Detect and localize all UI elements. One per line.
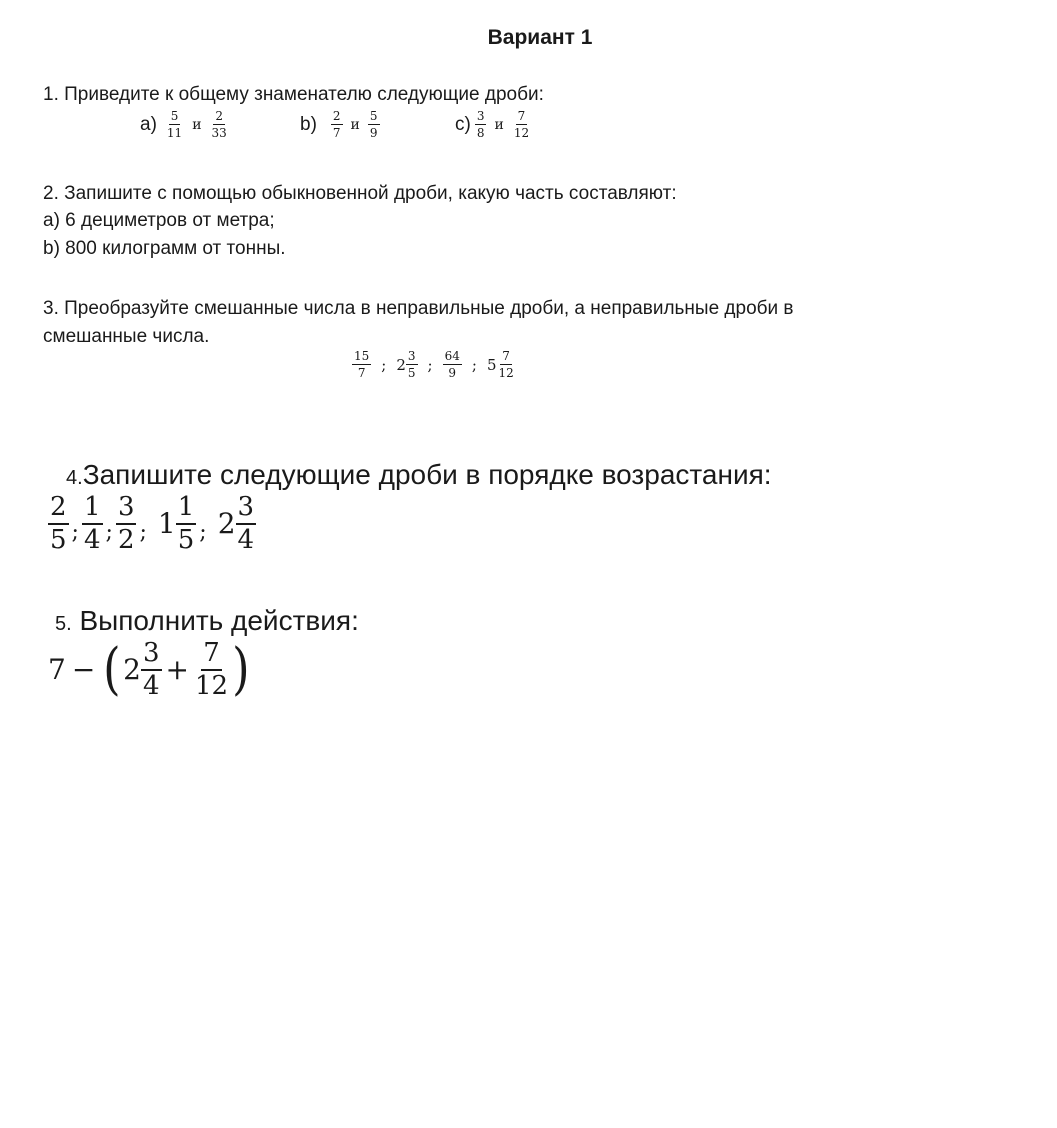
- fraction: $\frac{64}{9}$: [444, 349, 460, 380]
- whole-part: 1: [157, 507, 176, 540]
- fraction: $\frac{1}{4}$: [83, 492, 101, 555]
- task5-heading: [55, 605, 359, 637]
- plus-sign: +: [165, 653, 189, 686]
- separator: ;: [427, 355, 433, 374]
- whole-part: 2: [217, 507, 236, 540]
- separator: ;: [199, 520, 207, 545]
- fraction: $\frac{2}{5}$: [50, 492, 67, 555]
- fraction: $\frac{1}{5}$: [177, 492, 195, 555]
- fraction: $\frac{3}{4}$: [237, 492, 255, 555]
- task4-fractions: [48, 494, 256, 553]
- fraction: $\frac{3}{8}$: [476, 109, 485, 140]
- whole-part: 2: [396, 355, 406, 374]
- separator: ;: [71, 520, 79, 545]
- task2-a: а) 6 дециметров от метра;: [43, 210, 275, 231]
- right-paren: ): [232, 636, 250, 702]
- fraction: $\frac{7}{12}$: [513, 109, 530, 140]
- task4-heading: [66, 459, 772, 491]
- fraction: $\frac{15}{7}$: [354, 349, 370, 380]
- task4-text: Запишите следующие дроби в порядке возрастания:: [82, 459, 772, 490]
- separator: ;: [381, 355, 387, 374]
- task2-text: 2. Запишите с помощью обыкновенной дроби, какую часть составляют:: [43, 183, 677, 204]
- fraction: $\frac{2}{7}$: [332, 109, 341, 140]
- separator: ;: [105, 520, 113, 545]
- task1-item-b: [300, 110, 380, 139]
- task5-text: Выполнить действия:: [79, 605, 359, 636]
- task1-c-label: c): [455, 113, 471, 135]
- whole-part: 5: [486, 355, 497, 374]
- fraction: $\frac{7}{12}$: [498, 349, 514, 380]
- conjunction: и: [192, 116, 202, 133]
- task3-line1: 3. Преобразуйте смешанные числа в неправильные дроби, а неправильные дроби в: [43, 298, 794, 319]
- task3-fractions: [352, 350, 516, 379]
- page-title: Вариант 1: [487, 26, 593, 49]
- task3-line2: смешанные числа.: [43, 326, 210, 347]
- separator: ;: [471, 355, 477, 374]
- fraction: $\frac{3}{2}$: [117, 492, 135, 555]
- fraction: $\frac{5}{11}$: [166, 109, 183, 140]
- task4-number: 4.: [66, 467, 83, 489]
- left-paren: (: [103, 636, 121, 702]
- task5-expression: [48, 636, 252, 702]
- task5-number: 5.: [55, 613, 72, 635]
- task1-a-label: а): [140, 113, 157, 135]
- separator: ;: [139, 520, 147, 545]
- task1-text: 1. Приведите к общему знаменателю следующие дроби:: [43, 84, 544, 105]
- task2-b: b) 800 килограмм от тонны.: [43, 238, 286, 259]
- task1-item-a: [140, 110, 229, 139]
- fraction: $\frac{5}{9}$: [369, 109, 378, 140]
- conjunction: и: [350, 116, 360, 133]
- fraction: $\frac{3}{4}$: [142, 638, 160, 701]
- task1-item-c: [455, 110, 531, 139]
- fraction: $\frac{2}{33}$: [211, 109, 227, 140]
- conjunction: и: [494, 116, 504, 133]
- fraction: $\frac{3}{5}$: [407, 349, 416, 380]
- whole-part: 2: [123, 653, 141, 686]
- number: 7: [48, 653, 66, 686]
- minus-sign: −: [71, 653, 96, 686]
- fraction: $\frac{7}{12}$: [195, 638, 229, 701]
- task1-b-label: b): [300, 113, 317, 135]
